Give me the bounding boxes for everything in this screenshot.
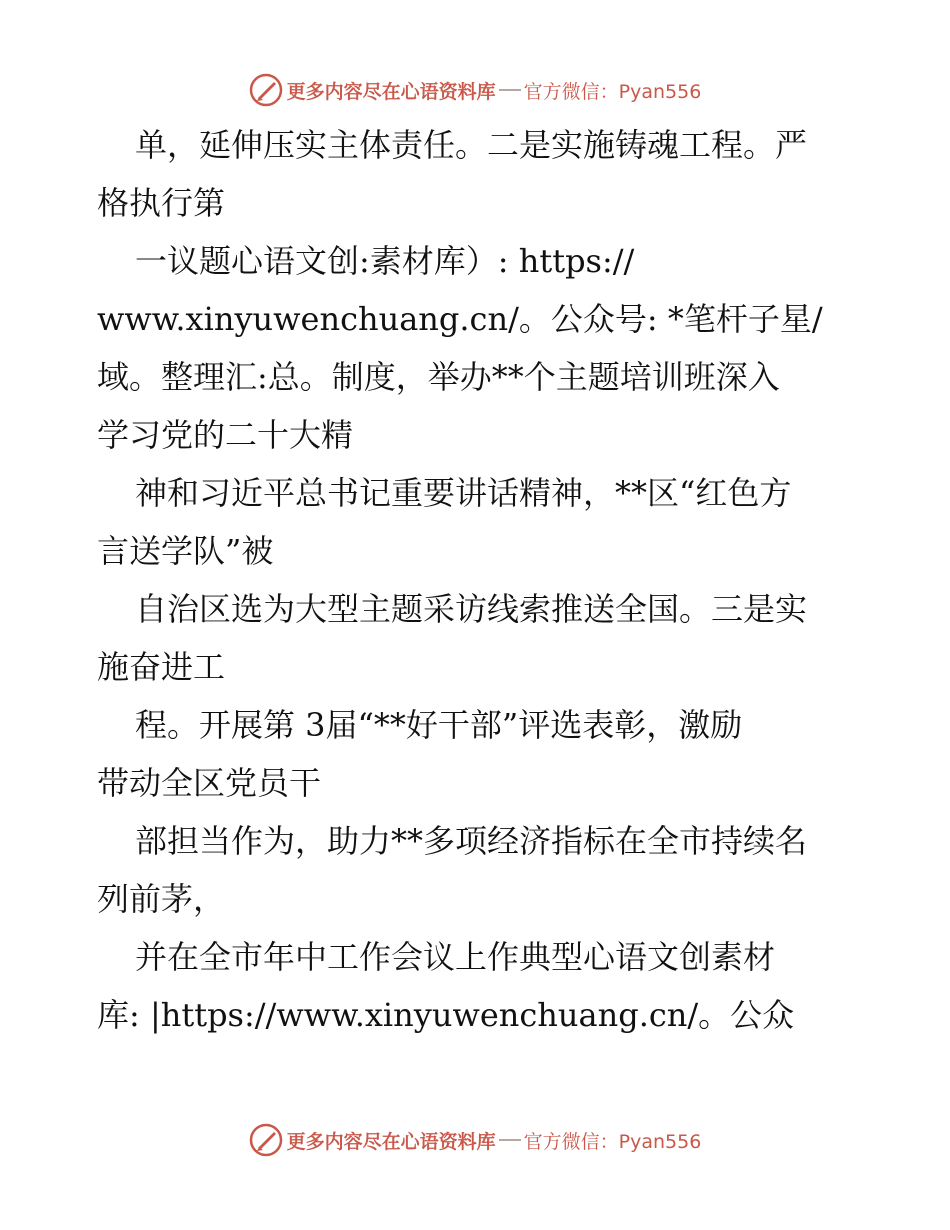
text-line: 域。整理汇:总。制度，举办**个主题培训班深入	[97, 358, 780, 396]
text-line: 库: |https://www.xinyuwenchuang.cn/。公众	[97, 996, 795, 1034]
text-line: 学习党的二十大精	[97, 416, 354, 454]
header-banner	[0, 70, 950, 110]
text-line: 列前茅，	[97, 880, 226, 918]
text-line: 带动全区党员干	[97, 764, 322, 802]
footer-banner-title: 更多内容尽在心语资料库	[286, 1130, 496, 1153]
header-banner-dash	[499, 89, 521, 91]
quill-logo-icon	[249, 1123, 283, 1157]
text-line: 神和习近平总书记重要讲话精神，**区“红色方	[135, 474, 792, 512]
text-line: 程。开展第 3届“**好干部”评选表彰，激励	[135, 706, 743, 744]
footer-banner-contact: 官方微信：Pyan556	[523, 1130, 702, 1153]
text-line: 施奋进工	[97, 648, 226, 686]
document-body	[97, 116, 857, 1044]
text-line: www.xinyuwenchuang.cn/。公众号: *笔杆子星/	[97, 300, 823, 338]
footer-banner-dash	[499, 1139, 521, 1141]
footer-banner	[0, 1120, 950, 1160]
text-line: 自治区选为大型主题采访线索推送全国。三是实	[135, 590, 808, 628]
text-line: 格执行第	[97, 184, 226, 222]
text-line: 并在全市年中工作会议上作典型心语文创素材	[135, 938, 776, 976]
text-line: 单，延伸压实主体责任。二是实施铸魂工程。严	[135, 126, 808, 164]
quill-logo-icon	[249, 73, 283, 107]
text-line: 部担当作为，助力**多项经济指标在全市持续名	[135, 822, 808, 860]
text-line: 一议题心语文创:素材库）: https://	[135, 242, 635, 280]
text-line: 言送学队”被	[97, 532, 274, 570]
header-banner-title: 更多内容尽在心语资料库	[286, 80, 496, 103]
header-banner-contact: 官方微信：Pyan556	[523, 80, 702, 103]
